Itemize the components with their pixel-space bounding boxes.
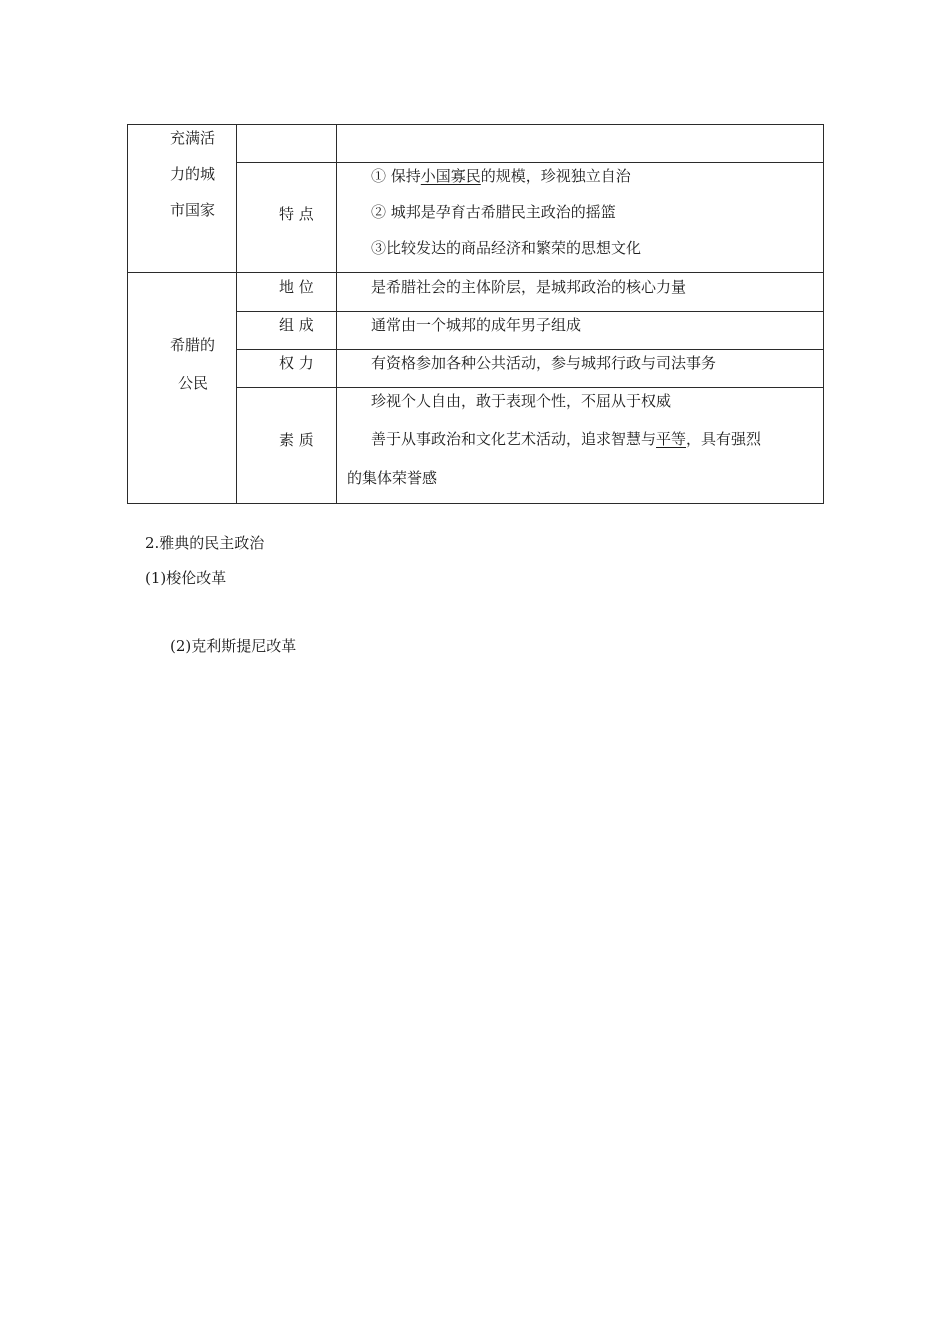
quality-line-3: 的集体荣誉感 xyxy=(347,469,438,487)
table-border-left xyxy=(127,124,128,504)
row-label-quality: 素 质 xyxy=(279,431,314,449)
section2-heading-line: 公民 xyxy=(178,374,209,392)
table-border-bottom xyxy=(127,503,824,504)
row-text-rights: 有资格参加各种公共活动，参与城邦行政与司法事务 xyxy=(371,354,717,372)
row-text-status: 是希腊社会的主体阶层，是城邦政治的核心力量 xyxy=(371,278,687,296)
row-divider xyxy=(236,311,824,312)
quality-line-2 xyxy=(371,429,761,449)
feature-point-1-underlined: 小国寡民 xyxy=(420,167,481,185)
quality-line-1: 珍视个人自由，敢于表现个性，不屈从于权威 xyxy=(371,392,672,410)
feature-point-1 xyxy=(371,166,631,186)
row-divider xyxy=(236,387,824,388)
quality-line-2-prefix: 善于从事政治和文化艺术活动，追求智慧与 xyxy=(371,430,657,448)
feature-point-1-prefix: ① 保持 xyxy=(371,167,421,185)
quality-line-2-underlined: 平等 xyxy=(656,430,687,448)
feature-point-1-suffix: 的规模，珍视独立自治 xyxy=(480,167,631,185)
column-divider-1 xyxy=(236,124,237,504)
section2-heading-line: 希腊的 xyxy=(170,336,216,354)
table-border-top xyxy=(127,124,824,125)
section1-heading-line: 市国家 xyxy=(170,201,216,219)
row-text-composition: 通常由一个城邦的成年男子组成 xyxy=(371,316,582,334)
section-title: 2.雅典的民主政治 xyxy=(145,534,265,552)
row-divider xyxy=(236,349,824,350)
feature-point-3: ③比较发达的商品经济和繁荣的思想文化 xyxy=(371,239,642,257)
column-divider-2 xyxy=(336,124,337,504)
section1-heading-line: 充满活 xyxy=(170,129,216,147)
row-label-status: 地 位 xyxy=(279,278,314,296)
row-label-rights: 权 力 xyxy=(279,354,314,372)
history-table xyxy=(127,124,824,504)
row-label-composition: 组 成 xyxy=(279,316,314,334)
section-divider xyxy=(127,272,824,273)
table-border-right xyxy=(823,124,824,504)
feature-label: 特 点 xyxy=(279,205,314,223)
section1-heading-line: 力的城 xyxy=(170,165,216,183)
subsection-solon-reform: (1)梭伦改革 xyxy=(145,569,227,587)
row-divider xyxy=(236,162,824,163)
feature-point-2: ② 城邦是孕育古希腊民主政治的摇篮 xyxy=(371,203,616,221)
subsection-cleisthenes-reform: (2)克利斯提尼改革 xyxy=(170,637,297,655)
quality-line-2-suffix: ，具有强烈 xyxy=(686,430,762,448)
